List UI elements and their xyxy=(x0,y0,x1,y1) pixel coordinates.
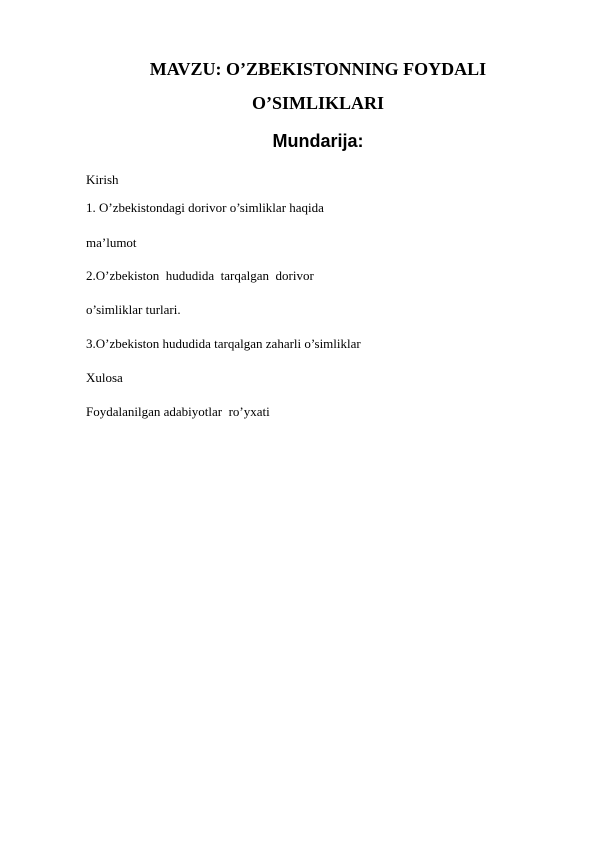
toc-item-introduction: Kirish xyxy=(86,172,119,187)
toc-item-1-line-2: ma’lumot xyxy=(86,235,137,250)
document-title-line-2: O’SIMLIKLARI xyxy=(251,93,385,113)
toc-item-3: 3.O’zbekiston hududida tarqalgan zaharli o’simliklar xyxy=(86,336,361,351)
toc-item-references: Foydalanilgan adabiyotlar ro’yxati xyxy=(86,404,270,419)
contents-heading: Mundarija: xyxy=(272,131,364,151)
toc-item-2-line-2: o’simliklar turlari. xyxy=(86,302,181,317)
document-title-line-1: MAVZU: O’ZBEKISTONNING FOYDALI xyxy=(149,59,487,79)
toc-item-2-line-1: 2.O’zbekiston hududida tarqalgan dorivor xyxy=(86,268,314,283)
toc-item-1-line-1: 1. O’zbekistondagi dorivor o’simliklar haqida xyxy=(86,200,324,215)
toc-item-conclusion: Xulosa xyxy=(86,370,123,385)
